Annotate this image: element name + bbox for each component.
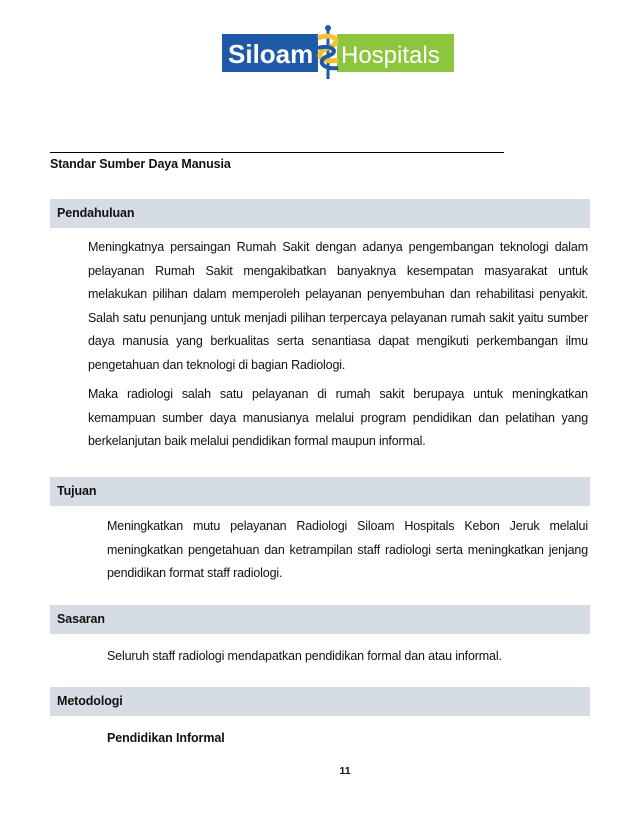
sasaran-paragraph: Seluruh staff radiologi mendapatkan pendidikan formal dan atau informal. (107, 649, 502, 663)
title-rule (50, 152, 504, 153)
section-heading-sasaran: Sasaran (50, 605, 590, 634)
svg-text:Hospitals: Hospitals (341, 42, 440, 69)
section-heading-pendahuluan: Pendahuluan (50, 199, 590, 228)
subheading-pendidikan-informal: Pendidikan Informal (107, 731, 225, 745)
pendahuluan-paragraph-2: Maka radiologi salah satu pelayanan di rumah sakit berupaya untuk meningkatkan kemampuan sumber daya manusianya melalui program pendidikan dan pelatihan yang berkelanjutan baik melalui pendidikan formal maupun informal. (88, 387, 588, 448)
tujuan-paragraph: Meningkatkan mutu pelayanan Radiologi Siloam Hospitals Kebon Jeruk melalui meningkatkan pengetahuan dan ketrampilan staff radiologi serta meningkatkan jenjang pendidikan format staff radiologi. (107, 519, 588, 580)
section-heading-metodologi: Metodologi (50, 687, 590, 716)
pendahuluan-paragraph-1: Meningkatnya persaingan Rumah Sakit dengan adanya pengembangan teknologi dalam pelayanan Rumah Sakit mengakibatkan banyaknya kesempatan masyarakat untuk melakukan pilihan dalam memperoleh pelayanan penyembuhan dan rehabilitasi penyakit. Salah satu penunjang untuk menjadi pilihan terpercaya pelayanan rumah sakit yaitu sumber daya manusia yang berkualitas serta senantiasa dapat mengikuti perkembangan ilmu pengetahuan dan teknologi di bagian Radiologi. (88, 240, 588, 372)
document-title: Standar Sumber Daya Manusia (50, 157, 231, 171)
siloam-hospitals-logo (222, 24, 454, 80)
svg-text:Siloam: Siloam (228, 39, 314, 69)
section-heading-tujuan: Tujuan (50, 477, 590, 506)
page-number: 11 (339, 765, 351, 777)
